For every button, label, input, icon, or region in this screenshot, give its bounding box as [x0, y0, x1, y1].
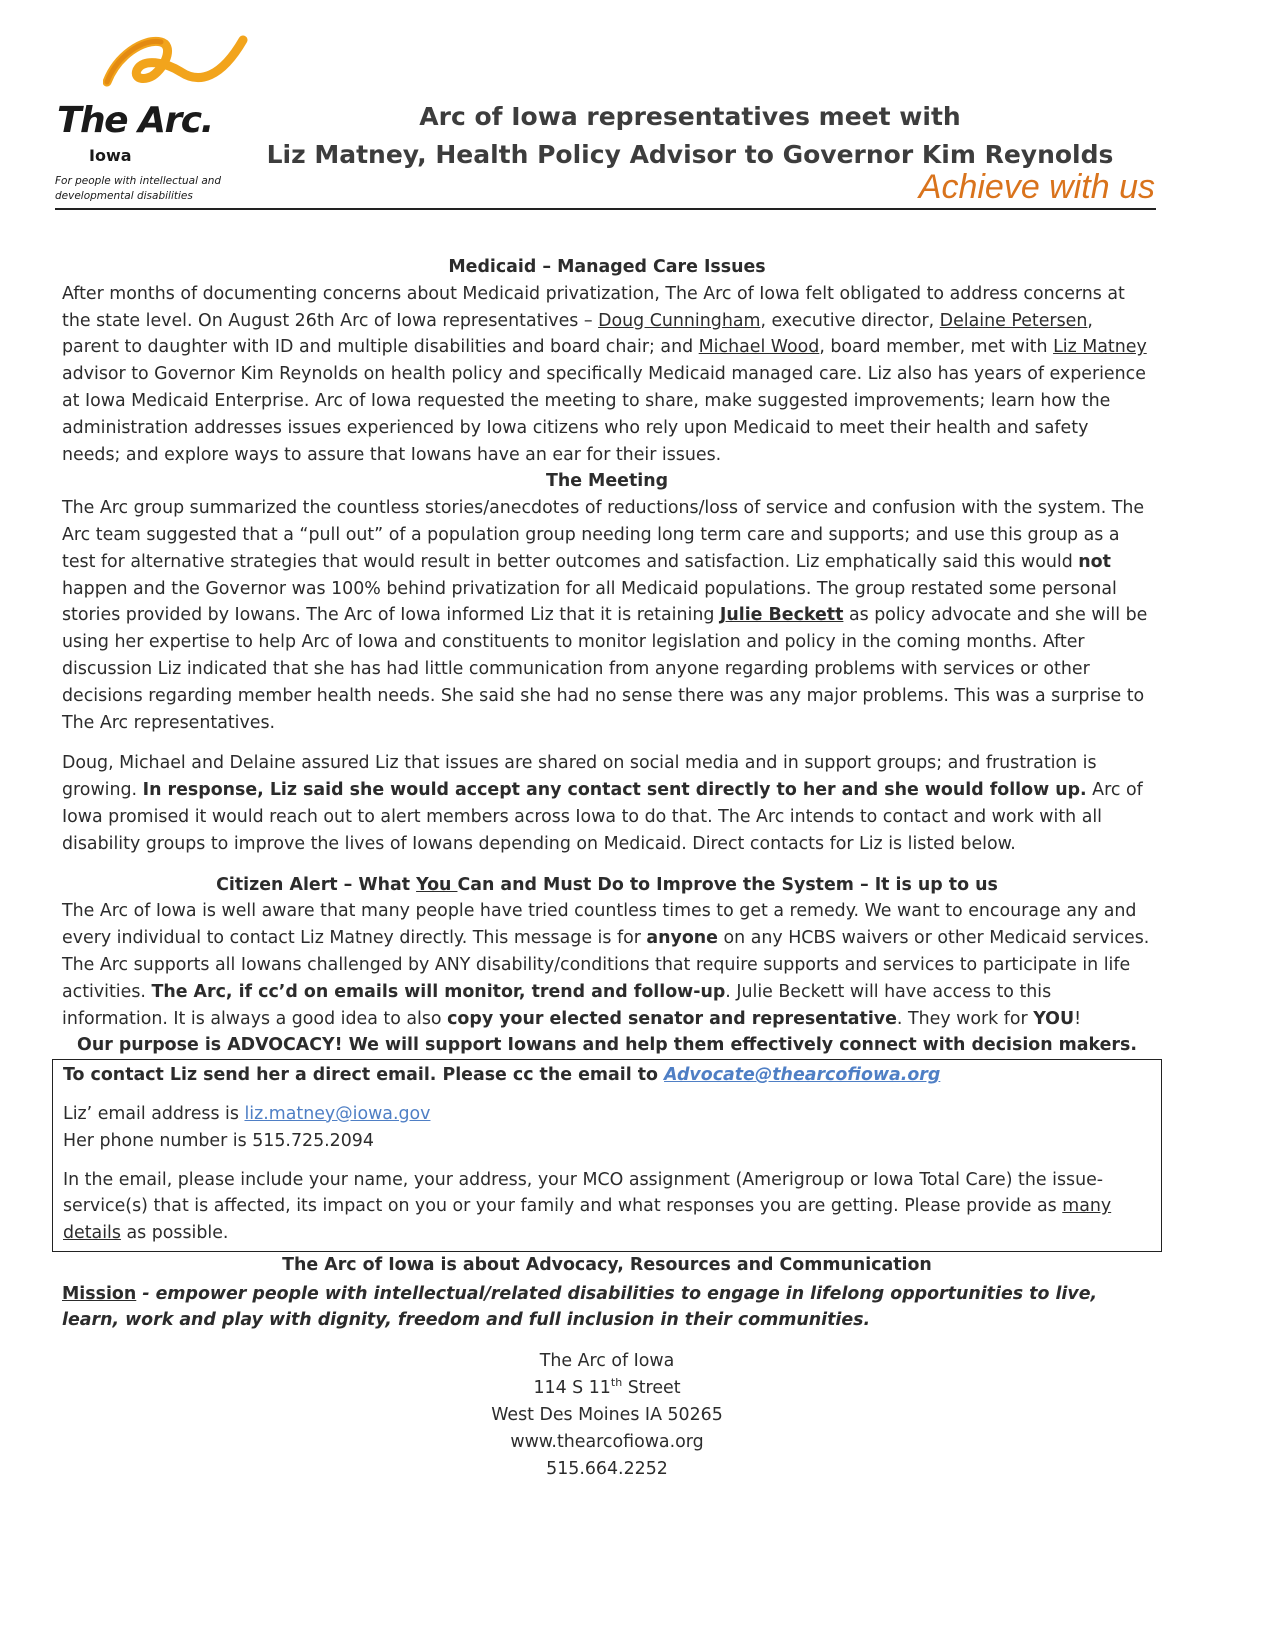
org-phone: 515.664.2252	[546, 1459, 668, 1480]
document-body	[62, 254, 1152, 1483]
name-julie-beckett: Julie Beckett	[719, 605, 844, 626]
name-doug-cunningham: Doug Cunningham	[598, 310, 761, 331]
liz-email-line: Liz’ email address is liz.matney@iowa.gov	[63, 1103, 431, 1124]
advocate-email-link[interactable]: Advocate@thearcofiowa.org	[664, 1065, 941, 1086]
meeting-paragraph: The Arc group summarized the countless stories/anecdotes of reductions/loss of service and confusion with the system. The Arc team suggested that a “pull out” of a population group needing long term care and supports; and use this group as a test for alternative strategies that would result in better outcomes and satisfaction. Liz emphatically said this would not happen and the Governor was 100% behind privatization for all Medicaid populations. The group restated some personal stories provided by Iowans. The Arc of Iowa informed Liz that it is retaining Julie Beckett as policy advocate and she will be using her expertise to help Arc of Iowa and constituents to monitor legislation and policy in the coming months. After discussion Liz indicated that she has had little communication from anyone regarding problems with services or other decisions regarding member health needs. She said she had no sense there was any major problems. This was a surprise to The Arc representatives.	[62, 498, 1148, 733]
street-address: 114 S 11th Street	[533, 1376, 681, 1399]
name-delaine-petersen: Delaine Petersen	[939, 310, 1088, 331]
logo-tagline: For people with intellectual and developmental disabilities	[55, 175, 222, 202]
page-title	[240, 98, 1140, 174]
section-heading-medicaid: Medicaid – Managed Care Issues	[448, 257, 766, 277]
mission-label: Mission	[62, 1283, 137, 1304]
section-heading-citizen-alert: Citizen Alert – What You Can and Must Do to Improve the System – It is up to us	[216, 874, 998, 895]
city-state-zip: West Des Moines IA 50265	[491, 1405, 723, 1426]
medicaid-paragraph: After months of documenting concerns about Medicaid privatization, The Arc of Iowa felt obligated to address concerns at the state level. On August 26th Arc of Iowa representatives – Doug Cunningham, executive director, Delaine Petersen, parent to daughter with ID and multiple disabilities and board chair; and Michael Wood, board member, met with Liz Matney advisor to Governor Kim Reynolds on health policy and specifically Medicaid managed care. Liz also has years of experience at Iowa Medicaid Enterprise. Arc of Iowa requested the meeting to share, make suggested improvements; learn how the administration addresses issues experienced by Iowa citizens who rely upon Medicaid to meet their health and safety needs; and explore ways to assure that Iowans have an ear for their issues.	[62, 283, 1147, 465]
citizen-alert-paragraph: The Arc of Iowa is well aware that many people have tried countless times to get a remedy. We want to encourage any and every individual to contact Liz Matney directly. This message is for anyone on any HCBS waivers or other Medicaid services. The Arc supports all Iowans challenged by ANY disability/conditions that require supports and services to participate in life activities. The Arc, if cc’d on emails will monitor, trend and follow-up. Julie Beckett will have access to this information. It is always a good idea to also copy your elected senator and representative. They work for YOU!	[62, 901, 1150, 1029]
mission-statement: Mission - empower people with intellectual/related disabilities to engage in lifelong opportunities to live, learn, work and play with dignity, freedom and full inclusion in their communities.	[62, 1283, 1098, 1331]
website: www.thearcofiowa.org	[510, 1432, 704, 1453]
logo-name: The Arc.	[57, 100, 213, 141]
contact-instructions: To contact Liz send her a direct email. Please cc the email to Advocate@thearcofiowa.org	[63, 1065, 941, 1086]
liz-response-statement: In response, Liz said she would accept any contact sent directly to her and she would follow up.	[142, 780, 1087, 801]
arc-logo	[55, 34, 255, 202]
emphasis-not: not	[1078, 551, 1111, 572]
achieve-tagline: Achieve with us	[918, 168, 1155, 206]
arc-swoosh-icon	[103, 34, 253, 104]
section-heading-meeting: The Meeting	[545, 471, 669, 492]
organization-address	[62, 1348, 1152, 1483]
title-line-2: Liz Matney, Health Policy Advisor to Governor Kim Reynolds	[266, 140, 1114, 169]
about-statement: The Arc of Iowa is about Advocacy, Resources and Communication	[282, 1254, 932, 1275]
header-divider	[55, 208, 1156, 210]
followup-paragraph: Doug, Michael and Delaine assured Liz that issues are shared on social media and in support groups; and frustration is growing. In response, Liz said she would accept any contact sent directly to her and she would follow up. Arc of Iowa promised it would reach out to alert members across Iowa to do that. The Arc intends to contact and work with all disability groups to improve the lives of Iowans depending on Medicaid. Direct contacts for Liz is listed below.	[62, 753, 1143, 854]
logo-state: Iowa	[89, 146, 132, 165]
title-line-1: Arc of Iowa representatives meet with	[419, 102, 961, 131]
liz-phone-line: Her phone number is 515.725.2094	[63, 1130, 374, 1151]
name-liz-matney: Liz Matney	[1053, 337, 1147, 358]
org-name: The Arc of Iowa	[539, 1351, 675, 1372]
name-michael-wood: Michael Wood	[698, 337, 820, 358]
email-guidance: In the email, please include your name, your address, your MCO assignment (Amerigroup or Iowa Total Care) the issue-service(s) that is affected, its impact on you or your family and what responses you are getting. Please provide as many details as possible.	[63, 1169, 1112, 1244]
contact-box	[52, 1059, 1162, 1252]
liz-email-link[interactable]: liz.matney@iowa.gov	[244, 1103, 431, 1124]
advocacy-purpose-statement: Our purpose is ADVOCACY! We will support Iowans and help them effectively connect with decision makers.	[77, 1035, 1137, 1056]
